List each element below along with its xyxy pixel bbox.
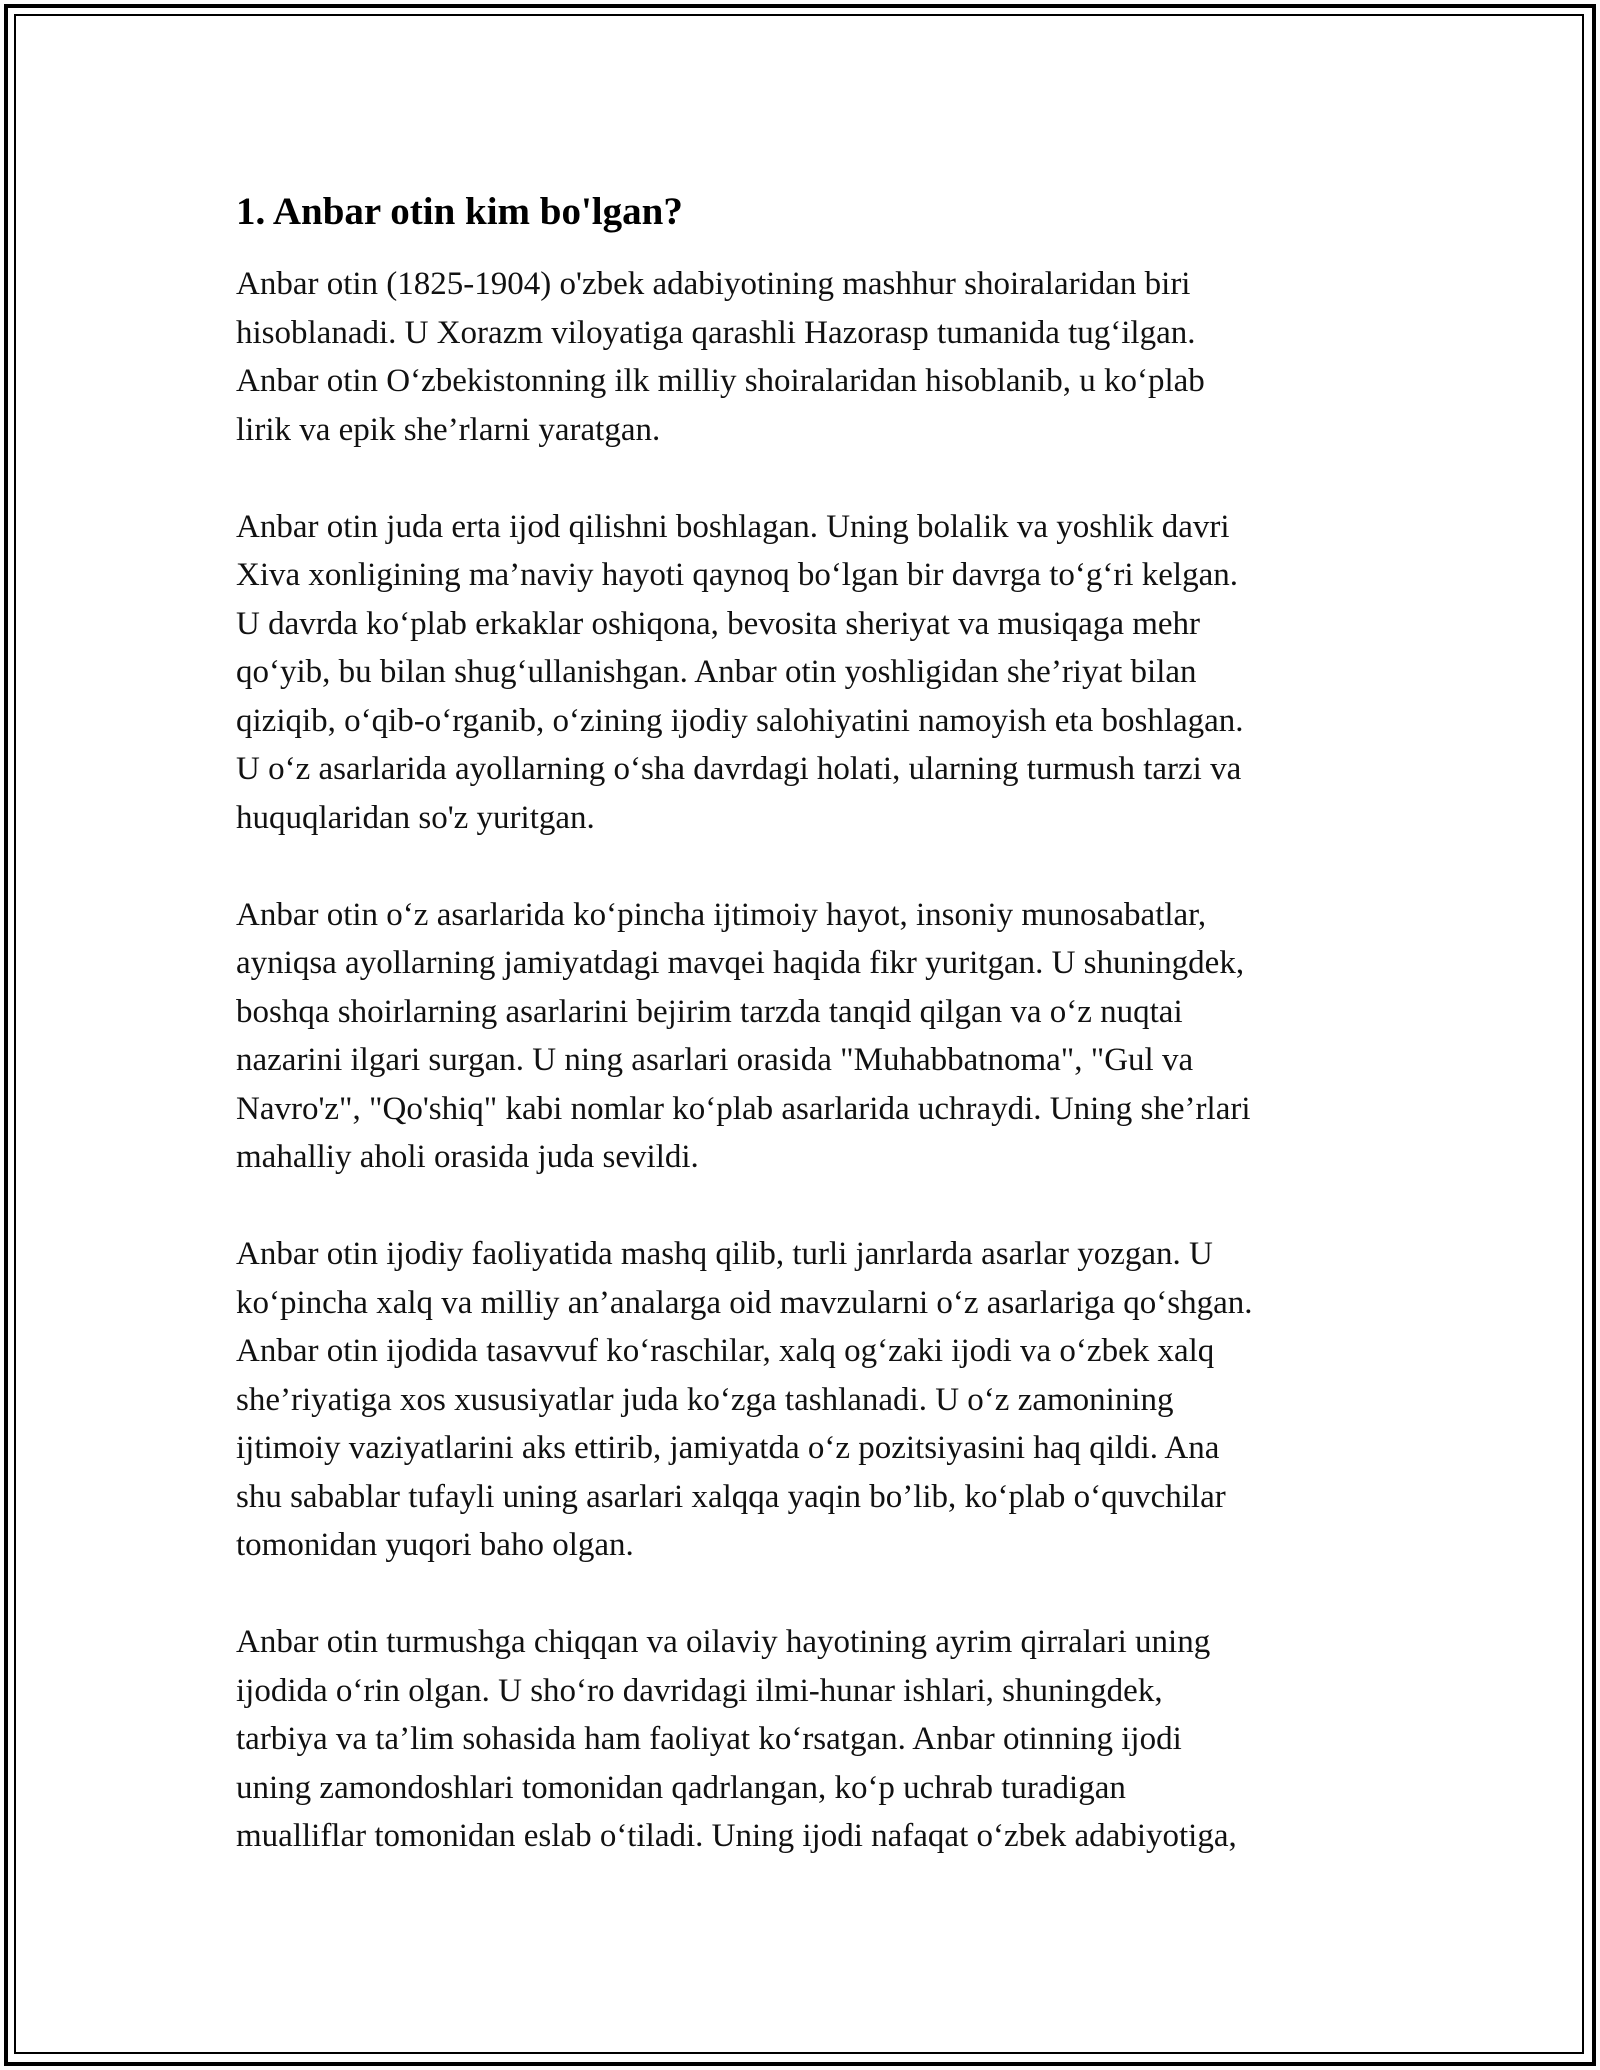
paragraph-line: Anbar otin o‘z asarlarida ko‘pincha ijtimoiy hayot, insoniy munosabatlar, — [236, 896, 1207, 933]
paragraph-line: U davrda ko‘plab erkaklar oshiqona, bevosita sheriyat va musiqaga mehr — [236, 605, 1201, 642]
paragraph-line: Anbar otin juda erta ijod qilishni boshlagan. Uning bolalik va yoshlik davri — [236, 508, 1230, 545]
paragraph-line: Anbar otin ijodiy faoliyatida mashq qilib, turli janrlarda asarlar yozgan. U — [236, 1236, 1213, 1272]
paragraph-line: qo‘yib, bu bilan shug‘ullanishgan. Anbar otin yoshligidan she’riyat bilan — [236, 654, 1197, 690]
paragraph-line: Anbar otin turmushga chiqqan va oilaviy hayotining ayrim qirralari uning — [236, 1624, 1211, 1660]
paragraph-line: U o‘z asarlarida ayollarning o‘sha davrdagi holati, ularning turmush tarzi va — [236, 751, 1242, 787]
paragraph-line: nazarini ilgari surgan. U ning asarlari orasida "Muhabbatnoma", "Gul va — [236, 1042, 1194, 1078]
paragraph — [236, 503, 1416, 843]
paragraph — [236, 1618, 1416, 1861]
document-body — [236, 184, 1416, 1909]
paragraph-line: hisoblanadi. U Xorazm viloyatiga qarashli Hazorasp tumanida tug‘ilgan. — [236, 314, 1196, 351]
paragraph — [236, 260, 1416, 454]
paragraph — [236, 1230, 1416, 1570]
paragraph-line: shu sabablar tufayli uning asarlari xalqqa yaqin bo’lib, ko‘plab o‘quvchilar — [236, 1478, 1226, 1515]
paragraph-line: Navro'z", "Qo'shiq" kabi nomlar ko‘plab asarlarida uchraydi. Uning she’rlari — [236, 1090, 1251, 1127]
paragraph-line: ijodida o‘rin olgan. U sho‘ro davridagi ilmi-hunar ishlari, shuningdek, — [236, 1672, 1163, 1709]
paragraph-line: Xiva xonligining ma’naviy hayoti qaynoq bo‘lgan bir davrga to‘g‘ri kelgan. — [236, 557, 1238, 593]
paragraph-line: mahalliy aholi orasida juda sevildi. — [236, 1139, 699, 1175]
paragraph-line: Anbar otin ijodida tasavvuf ko‘raschilar, xalq og‘zaki ijodi va o‘zbek xalq — [236, 1333, 1215, 1369]
paragraph-line: ijtimoiy vaziyatlarini aks ettirib, jamiyatda o‘z pozitsiyasini haq qildi. Ana — [236, 1430, 1220, 1466]
paragraph-line: ko‘pincha xalq va milliy an’analarga oid mavzularni o‘z asarlariga qo‘shgan. — [236, 1284, 1253, 1321]
paragraph-line: tomonidan yuqori baho olgan. — [236, 1527, 634, 1563]
paragraph-line: huquqlaridan so'z yuritgan. — [236, 799, 595, 836]
paragraph-line: Anbar otin (1825-1904) o'zbek adabiyotining mashhur shoiralaridan biri — [236, 266, 1191, 302]
paragraph-line: mualliflar tomonidan eslab o‘tiladi. Uning ijodi nafaqat o‘zbek adabiyotiga, — [236, 1818, 1237, 1854]
paragraph-line: she’riyatiga xos xususiyatlar juda ko‘zga tashlanadi. U o‘z zamonining — [236, 1381, 1174, 1418]
paragraph — [236, 891, 1416, 1182]
paragraph-line: tarbiya va ta’lim sohasida ham faoliyat ko‘rsatgan. Anbar otinning ijodi — [236, 1721, 1182, 1757]
paragraph-line: uning zamondoshlari tomonidan qadrlangan, ko‘p uchrab turadigan — [236, 1769, 1126, 1806]
paragraph-line: boshqa shoirlarning asarlarini bejirim tarzda tanqid qilgan va o‘z nuqtai — [236, 993, 1183, 1030]
paragraph-line: lirik va epik she’rlarni yaratgan. — [236, 411, 661, 448]
paragraph-line: Anbar otin O‘zbekistonning ilk milliy shoiralaridan hisoblanib, u ko‘plab — [236, 363, 1205, 399]
document-heading: 1. Anbar otin kim bo'lgan? — [236, 190, 683, 233]
paragraph-line: ayniqsa ayollarning jamiyatdagi mavqei haqida fikr yuritgan. U shuningdek, — [236, 945, 1245, 981]
paragraph-line: qiziqib, o‘qib-o‘rganib, o‘zining ijodiy salohiyatini namoyish eta boshlagan. — [236, 702, 1244, 739]
